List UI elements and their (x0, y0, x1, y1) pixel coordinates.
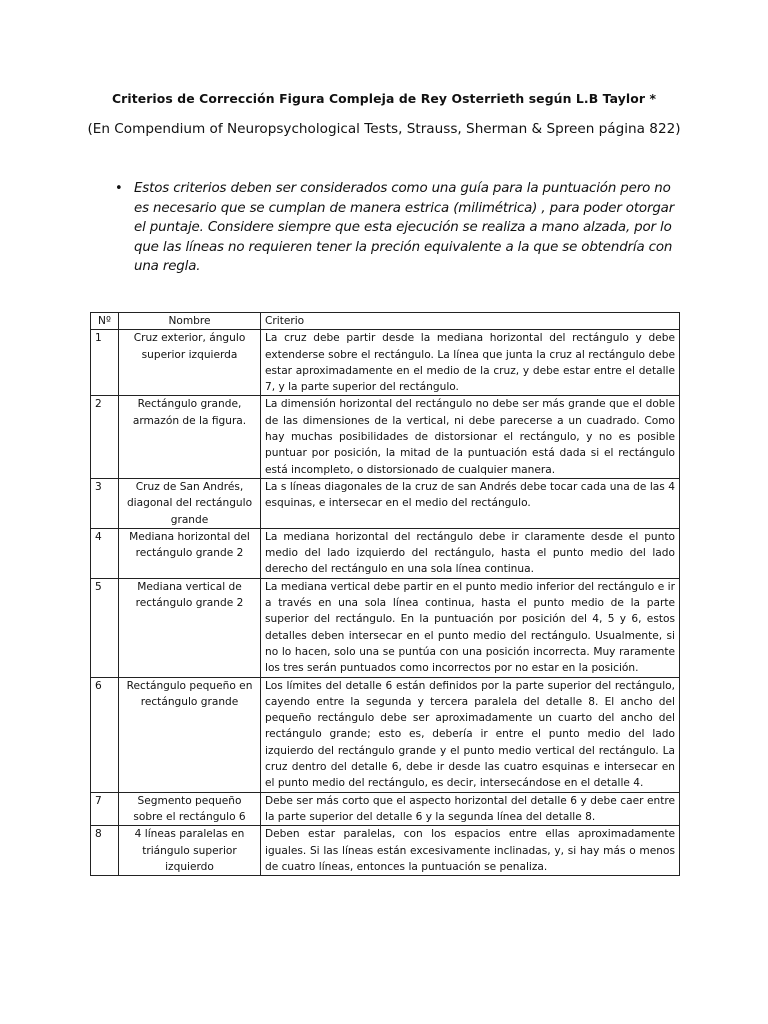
table-header-row (91, 313, 680, 330)
row-name: Cruz de San Andrés, diagonal del rectángulo grande (119, 478, 261, 528)
row-name: Rectángulo grande, armazón de la figura. (119, 396, 261, 478)
scoring-note: Estos criterios deben ser considerados como una guía para la puntuación pero no es necesario que se cumplan de manera estrica (milimétrica) , para poder otorgar el puntaje. Considere siempre que esta ejecución se realiza a mano alzada, por lo que las líneas no requieren tener la preción equivalente a la que se obtendría con una regla. (134, 181, 675, 274)
table-row (91, 330, 680, 396)
table-row (91, 826, 680, 876)
row-name: Rectángulo pequeño en rectángulo grande (119, 677, 261, 792)
table-row (91, 396, 680, 478)
row-criterio: La mediana vertical debe partir en el punto medio inferior del rectángulo e ir a través en una sola línea continua, hasta el punto medio de la parte superior del rectángulo. En la puntuación por posición del 4, 5 y 6, estos detalles deben intersecar en el punto medio del rectángulo. Usualmente, si no lo hacen, solo una se puntúa con una posición incorrecta. Muy raramente los tres serán puntuados como incorrectos por no estar en la posición. (261, 578, 680, 677)
row-number: 4 (91, 528, 119, 578)
table-row (91, 578, 680, 677)
table-row (91, 677, 680, 792)
row-name: Segmento pequeño sobre el rectángulo 6 (119, 792, 261, 826)
table-row (91, 478, 680, 528)
document-title: Criterios de Corrección Figura Compleja de Rey Osterrieth según L.B Taylor * (111, 91, 657, 106)
row-name: Mediana horizontal del rectángulo grande 2 (119, 528, 261, 578)
row-criterio: La mediana horizontal del rectángulo debe ir claramente desde el punto medio del lado izquierdo del rectángulo, hasta el punto medio del lado derecho del rectángulo en una sola línea continua. (261, 528, 680, 578)
row-number: 1 (91, 330, 119, 396)
row-number: 7 (91, 792, 119, 826)
row-criterio: La dimensión horizontal del rectángulo no debe ser más grande que el doble de las dimensiones de la vertical, ni debe parecerse a un cuadrado. Como hay muchas posibilidades de distorsionar el rectángulo, y no es posible puntuar por posición, la mitad de la puntuación está dada si el rectángulo está incompleto, o distorsionado de cualquier manera. (261, 396, 680, 478)
row-number: 6 (91, 677, 119, 792)
document-subtitle: (En Compendium of Neuropsychological Tests, Strauss, Sherman & Spreen página 822) (87, 121, 681, 137)
row-criterio: Los límites del detalle 6 están definidos por la parte superior del rectángulo, cayendo entre la segunda y tercera paralela del detalle 8. El ancho del pequeño rectángulo debe ser aproximadamente un cuarto del ancho del rectángulo grande; esto es, debería ir entre el punto medio del lado izquierdo del rectángulo grande y el punto medio vertical del rectángulo. La cruz dentro del detalle 6, debe ir desde las cuatro esquinas e intersecar en el punto medio del rectángulo, es decir, intersecándose en el detalle 4. (261, 677, 680, 792)
row-criterio: La s líneas diagonales de la cruz de san Andrés debe tocar cada una de las 4 esquinas, e intersecar en el medio del rectángulo. (261, 478, 680, 528)
header-name: Nombre (119, 313, 261, 330)
row-name: 4 líneas paralelas en triángulo superior izquierdo (119, 826, 261, 876)
row-number: 2 (91, 396, 119, 478)
row-name: Mediana vertical de rectángulo grande 2 (119, 578, 261, 677)
row-number: 8 (91, 826, 119, 876)
criteria-table (90, 312, 680, 876)
header-number: Nº (91, 313, 119, 330)
row-criterio: Debe ser más corto que el aspecto horizontal del detalle 6 y debe caer entre la parte superior del detalle 6 y la segunda línea del detalle 8. (261, 792, 680, 826)
row-number: 3 (91, 478, 119, 528)
header-criterio: Criterio (261, 313, 680, 330)
row-name: Cruz exterior, ángulo superior izquierda (119, 330, 261, 396)
bullet-icon: • (115, 181, 123, 196)
row-criterio: Deben estar paralelas, con los espacios entre ellas aproximadamente iguales. Si las líneas están excesivamente inclinadas, y, si hay más o menos de cuatro líneas, entonces la puntuación se penaliza. (261, 826, 680, 876)
table-row (91, 528, 680, 578)
row-number: 5 (91, 578, 119, 677)
table-row (91, 792, 680, 826)
row-criterio: La cruz debe partir desde la mediana horizontal del rectángulo y debe extenderse sobre el rectángulo. La línea que junta la cruz al rectángulo debe estar aproximadamente en el medio de la cruz, y debe estar entre el detalle 7, y la parte superior del rectángulo. (261, 330, 680, 396)
